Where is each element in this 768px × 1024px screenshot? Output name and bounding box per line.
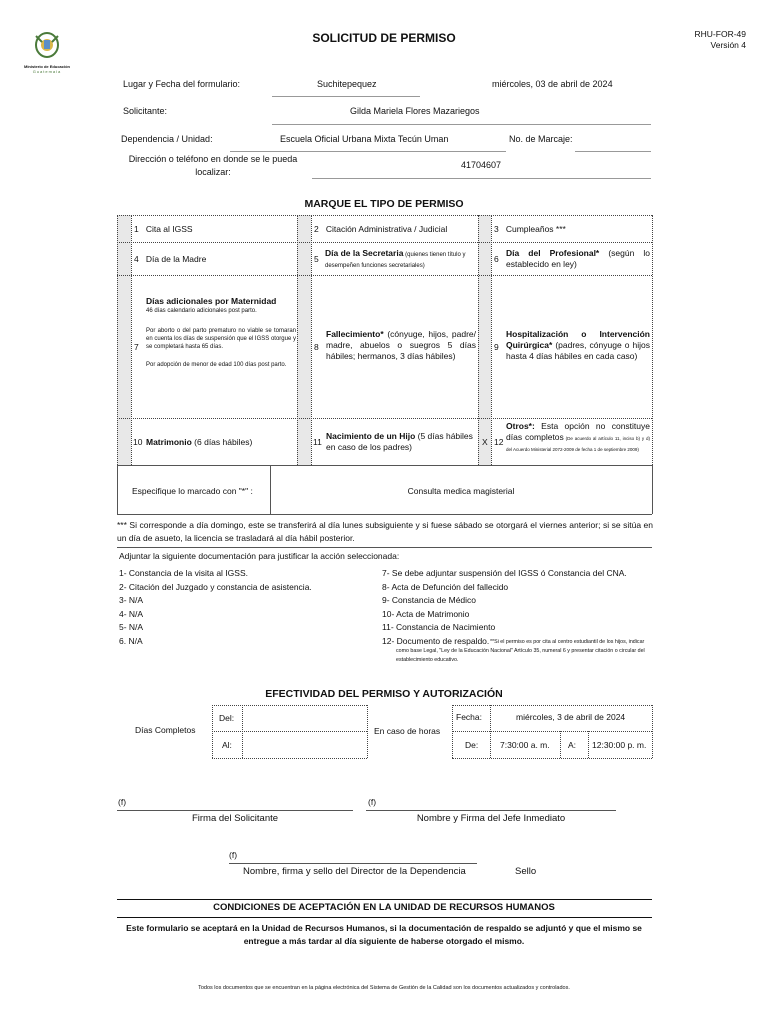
solicitante-label: Solicitante: [123,106,168,116]
option-label: Fallecimiento* [326,329,384,339]
option-10[interactable] [146,437,252,448]
doc-item: 5- N/A [119,622,144,633]
option-note-a: 46 días calendario adicionales post parto. [146,308,257,314]
doc-12-note: **Si el permiso es por cita al centro estudiantil de los hijos, indicar como base Legal, "Ley de la Educación Nacional" Artículo 35, numeral 6 y presentar citación o circular del establecimiento educativo. [396,639,645,663]
al-label: Al: [222,740,232,750]
lugar-label: Lugar y Fecha del formulario: [123,79,241,89]
option-12[interactable] [506,421,650,454]
docs-right-list [382,567,654,649]
option-note: (padres, cónyuge o hijos hasta 4 días hábiles en cada caso) [506,340,650,361]
doc-item: 12- Documento de respaldo. [382,635,490,646]
option-label: Cita al IGSS [145,224,193,234]
option-label: Matrimonio [146,437,192,447]
option-note-b: Por aborto o del parto prematuro no viable se tomaran en cuenta los días de suspensión que el IGSS otorgue y se completará hasta 65 días. [146,328,296,350]
al-value[interactable] [248,740,364,752]
sello-label: Sello [515,866,537,877]
doc-item: 11- Constancia de Nacimiento [382,622,496,633]
especifique-label: Especifique lo marcado con "*" : [132,486,253,496]
option-note: (cónyuge, hijos, padre/ madre, abuelos o suegros 5 días hábiles; hermanos, 3 días hábiles) [326,329,476,361]
selected-mark: X [482,437,488,447]
firma-f-3: (f) [229,850,238,860]
option-2[interactable] [314,224,447,235]
option-number: 2 [314,224,319,234]
option-8-number: 8 [314,342,319,352]
marcaje-label: No. de Marcaje: [509,134,573,144]
option-9-number: 9 [494,342,499,352]
logo-text: Ministerio de Educación [23,64,70,69]
docs-left-list [119,567,312,649]
option-note-c: Por adopción de menor de edad 100 días post parto. [146,362,287,368]
fecha-value[interactable]: miércoles, 3 de abril de 2024 [516,712,626,722]
doc-item: 10- Acta de Matrimonio [382,608,470,619]
del-label: Del: [219,713,235,723]
tipo-heading: MARQUE EL TIPO DE PERMISO [304,198,464,210]
option-7-number: 7 [134,342,139,352]
fecha-label: Fecha: [456,712,482,722]
fecha-value: miércoles, 03 de abril de 2024 [492,79,613,89]
option-5-number: 5 [314,254,319,264]
option-label: Nacimiento de un Hijo [326,431,416,441]
firma-jefe: Nombre y Firma del Jefe Inmediato [416,813,566,824]
option-12-number: 12 [494,437,504,447]
lugar-value: Suchitepequez [317,79,377,89]
doc-item: 1- Constancia de la visita al IGSS. [119,568,248,578]
form-code: RHU-FOR-49 [694,29,746,39]
option-number: 4 [134,254,139,264]
doc-item: 2- Citación del Juzgado y constancia de asistencia. [119,581,312,592]
option-1[interactable] [134,224,193,235]
page-title: SOLICITUD DE PERMISO [312,31,456,45]
doc-item: 9- Constancia de Médico [382,595,477,606]
horas-label: En caso de horas [374,726,441,736]
option-label: Citación Administrativa / Judicial [325,224,448,234]
condiciones-text-1: Este formulario se aceptará en la Unidad de Recursos Humanos, si la documentación de respaldo se adjuntó y que el mismo se [126,923,642,933]
solicitante-value: Gilda Mariela Flores Mazariegos [350,106,480,116]
doc-item: 3- N/A [119,595,144,606]
de-value[interactable]: 7:30:00 a. m. [500,740,550,750]
option-label: Día de la Madre [145,254,207,264]
option-label: Días adicionales por Maternidad [146,296,277,306]
option-7[interactable] [146,296,296,369]
option-11-number: 11 [313,437,322,447]
option-3[interactable] [494,224,566,235]
especifique-value[interactable]: Consulta medica magisterial [407,486,515,496]
option-11[interactable] [326,431,478,453]
firma-solicitante: Firma del Solicitante [191,813,279,824]
direccion-value: 41704607 [461,160,502,170]
option-10-number: 10 [133,437,143,447]
option-label: Hospitalización o Intervención Quirúrgica* [506,329,650,350]
dias-completos-label: Días Completos [135,725,196,735]
sunday-note: *** Si corresponde a día domingo, este se transferirá al día lunes subsiguiente y si fuese sábado se otorgará el viernes anterior; si se sitúa en un día de asueto, la licencia se trasladará al día hábil posterior. [117,520,653,543]
direccion-label-2: localizar: [195,167,231,177]
doc-item: 4- N/A [119,608,144,619]
firma-f-1: (f) [118,797,127,807]
option-5[interactable] [325,248,477,270]
del-value[interactable] [248,713,364,725]
option-label: Día de la Secretaria [325,248,404,258]
option-legal-note: (De acuerdo al artículo 11, inciso b) y d) del Acuerdo Ministerial 2072-2009 de fecha 1 de septiembre 2009) [506,436,650,452]
option-note: (5 días hábiles en caso de los padres) [326,431,473,452]
condiciones-heading: CONDICIONES DE ACEPTACIÓN EN LA UNIDAD DE RECURSOS HUMANOS [213,902,555,913]
option-note: (quienes tienen título y desempeñen funciones secretariales) [325,252,466,269]
option-4[interactable] [134,254,206,265]
option-note: (según lo establecido en ley) [506,248,650,269]
condiciones-text-2: entregue a más tardar al día siguiente de haberse otorgado el mismo. [243,936,525,946]
de-label: De: [465,740,479,750]
a-value[interactable]: 12:30:00 p. m. [592,740,647,750]
option-9[interactable] [506,329,650,362]
option-note: Esta opción no constituye días completos [506,421,650,442]
dependencia-value: Escuela Oficial Urbana Mixta Tecún Uman [280,134,449,144]
doc-item: 7- Se debe adjuntar suspensión del IGSS ó Constancia del CNA. [382,568,627,578]
doc-item: 8- Acta de Defunción del fallecido [382,581,509,592]
option-6-number: 6 [494,254,499,264]
doc-item: 6. N/A [119,635,143,646]
direccion-label-1: Dirección o teléfono en donde se le pueda [128,154,298,164]
footer-note: Todos los documentos que se encuentran en la página electrónica del Sistema de Gestión de la Calidad son los documentos actualizados y controlados. [198,985,570,991]
firma-f-2: (f) [368,797,377,807]
option-note: (6 días hábiles) [191,437,253,447]
option-label: Otros*: [506,421,535,431]
efectividad-heading: EFECTIVIDAD DEL PERMISO Y AUTORIZACIÓN [265,688,503,700]
docs-heading: Adjuntar la siguiente documentación para justificar la acción seleccionada: [119,551,400,561]
logo-subtext: Guatemala [32,69,62,74]
firma-director: Nombre, firma y sello del Director de la Dependencia [243,866,466,877]
dependencia-label: Dependencia / Unidad: [121,134,213,144]
option-label: Cumpleaños *** [505,224,566,234]
option-8[interactable] [326,329,476,362]
option-number: 1 [134,224,139,234]
option-6[interactable] [506,248,650,270]
form-version: Versión 4 [710,40,746,50]
option-label: Día del Profesional* [506,248,600,258]
a-label: A: [568,740,577,750]
option-number: 3 [494,224,499,234]
